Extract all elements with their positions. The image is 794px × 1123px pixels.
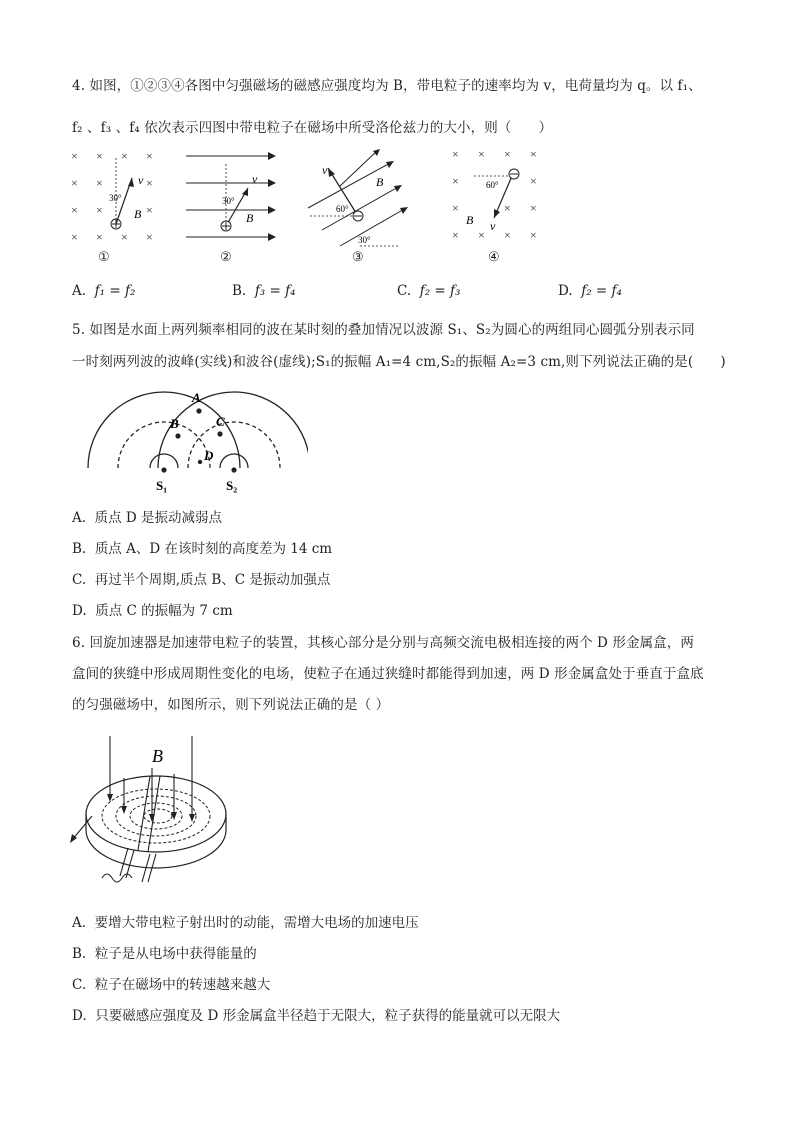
q5-wave-figure: [84, 386, 308, 498]
b-label: B: [134, 207, 142, 221]
svg-text:×: ×: [504, 147, 511, 161]
q6-stem-line1: 6. 回旋加速器是加速带电粒子的装置，其核心部分是分别与高频交流电极相连接的两个 D 形金属盒，两: [72, 635, 694, 651]
svg-text:×: ×: [452, 147, 459, 161]
svg-text:×: ×: [146, 230, 153, 244]
svg-text:×: ×: [121, 230, 128, 244]
q4-figure-3: [300, 146, 412, 250]
svg-text:×: ×: [71, 176, 78, 190]
q4-option-b[interactable]: B. f₃ = f₄: [232, 283, 296, 299]
svg-text:×: ×: [96, 230, 103, 244]
b-label: B: [376, 175, 384, 189]
svg-text:×: ×: [504, 228, 511, 242]
q6-option-a[interactable]: A. 要增大带电粒子射出时的动能，需增大电场的加速电压: [72, 915, 419, 931]
svg-text:×: ×: [530, 147, 537, 161]
q4-figure-2: [184, 146, 284, 250]
svg-text:×: ×: [96, 176, 103, 190]
q5-option-c[interactable]: C. 再过半个周期,质点 B、C 是振动加强点: [72, 572, 331, 588]
label-b: B: [170, 416, 179, 431]
label-d: D: [204, 448, 214, 463]
q4-stem-line2: f₂ 、f₃ 、f₄ 依次表示四图中带电粒子在磁场中所受洛伦兹力的大小，则（ ）: [72, 120, 553, 136]
q4-stem-line1: 4. 如图，①②③④各图中匀强磁场的磁感应强度均为 B，带电粒子的速率均为 v，电荷量均为 q。以 f₁、: [72, 78, 702, 94]
svg-text:×: ×: [478, 147, 485, 161]
b-label: B: [466, 213, 474, 227]
q4-option-c[interactable]: C. f₂ = f₃: [397, 283, 461, 299]
v-label: v: [252, 172, 258, 186]
q6-stem-line3: 的匀强磁场中，如图所示，则下列说法正确的是（ ）: [72, 697, 390, 713]
electrode-leads: [120, 848, 156, 882]
svg-text:×: ×: [146, 203, 153, 217]
q4-option-d[interactable]: D. f₂ = f₄: [558, 283, 622, 299]
q5-option-b[interactable]: B. 质点 A、D 在该时刻的高度差为 14 cm: [72, 541, 333, 557]
label-s1: S₁: [156, 478, 168, 493]
q4-figure-4: [448, 146, 548, 250]
label-s2: S₂: [226, 478, 238, 493]
svg-text:×: ×: [71, 230, 78, 244]
b-label: B: [152, 746, 163, 766]
q4-figure-1: [66, 146, 166, 250]
svg-text:×: ×: [504, 201, 511, 215]
svg-text:×: ×: [96, 149, 103, 163]
b-label: B: [246, 211, 254, 225]
svg-text:×: ×: [452, 201, 459, 215]
q6-stem-line2: 盒间的狭缝中形成周期性变化的电场，使粒子在通过狭缝时都能得到加速，两 D 形金属盒处于垂直于盒底: [72, 666, 704, 682]
q4-caption-4: ④: [488, 250, 500, 265]
q5-option-d[interactable]: D. 质点 C 的振幅为 7 cm: [72, 603, 233, 619]
q6-option-d[interactable]: D. 只要磁感应强度及 D 形金属盒半径趋于无限大，粒子获得的能量就可以无限大: [72, 1008, 561, 1024]
v-label: v: [138, 173, 144, 187]
svg-text:×: ×: [530, 228, 537, 242]
q6-option-b[interactable]: B. 粒子是从电场中获得能量的: [72, 946, 257, 962]
angle-label: 60°: [336, 204, 349, 214]
v-label: v: [322, 163, 328, 177]
svg-text:×: ×: [452, 174, 459, 188]
q6-cyclotron-figure: [62, 728, 242, 894]
q4-caption-3: ③: [352, 250, 364, 265]
svg-text:×: ×: [530, 201, 537, 215]
svg-text:×: ×: [530, 174, 537, 188]
label-c: C: [216, 414, 225, 429]
svg-text:×: ×: [478, 228, 485, 242]
field-arrows: [110, 736, 192, 818]
v-label: v: [490, 219, 496, 233]
angle-label: 30°: [222, 196, 235, 206]
svg-text:×: ×: [121, 149, 128, 163]
svg-text:×: ×: [146, 176, 153, 190]
q5-stem-line2: 一时刻两列波的波峰(实线)和波谷(虚线);S₁的振幅 A₁=4 cm,S₂的振幅 A₂=3 cm,则下列说法正确的是( ): [72, 354, 726, 370]
q5-stem-line1: 5. 如图是水面上两列频率相同的波在某时刻的叠加情况以波源 S₁、S₂为圆心的两组同心圆弧分别表示同: [72, 322, 695, 338]
angle-label: 30°: [358, 235, 371, 245]
q6-option-c[interactable]: C. 粒子在磁场中的转速越来越大: [72, 977, 271, 993]
q4-option-a[interactable]: A. f₁ = f₂: [72, 283, 136, 299]
svg-text:×: ×: [146, 149, 153, 163]
label-a: A: [192, 390, 201, 405]
svg-text:×: ×: [71, 149, 78, 163]
q4-caption-1: ①: [98, 250, 110, 265]
svg-text:×: ×: [71, 203, 78, 217]
angle-label: 60°: [486, 180, 499, 190]
angle-label: 30°: [109, 193, 122, 203]
q4-caption-2: ②: [220, 250, 232, 265]
q5-option-a[interactable]: A. 质点 D 是振动减弱点: [72, 510, 223, 526]
svg-text:×: ×: [452, 228, 459, 242]
svg-text:×: ×: [96, 203, 103, 217]
